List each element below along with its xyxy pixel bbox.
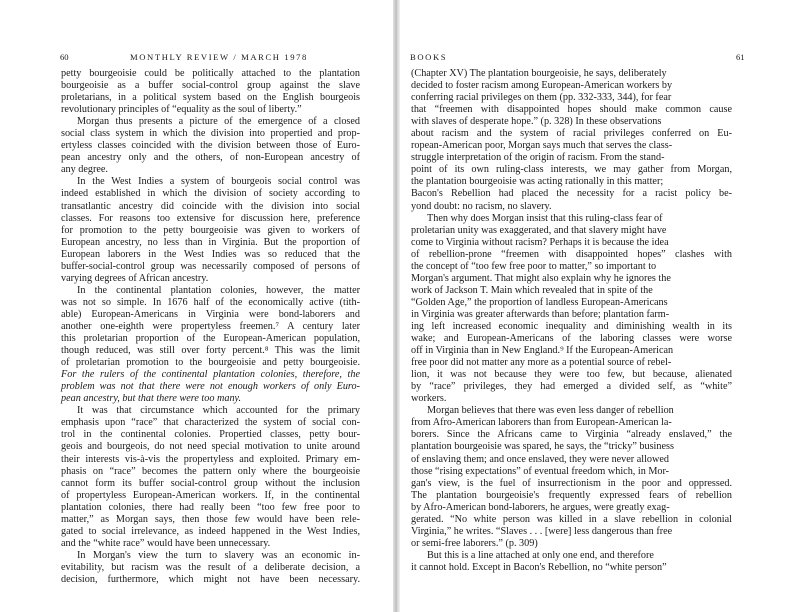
text-line: pean ancestry only and the others, of non-European ancestry of [61,152,360,164]
text-line: or semi-free laborers.” (p. 309) [411,537,538,549]
text-line: those “rising expectations” of eventual freedom which, in Mor- [411,465,670,477]
text-line: buffer-social-control group was necessarily composed of persons of [61,260,360,272]
text-line: though reduced, was still over forty percent.⁸ This was the limit [61,345,360,357]
text-line: transatlantic ancestry did coincide with the division into social [61,200,360,212]
text-line: classes. For reasons too extensive for discussion here, preference [61,212,360,224]
text-line: But this is a line attached at only one end, and therefore [427,549,654,561]
text-line: wake; and European-Americans of the laboring classes were worse [411,333,732,345]
text-line: about racism and the system of racial privileges conferred on Eu- [411,128,732,140]
page-number: 60 [60,52,69,62]
text-line: In the West Indies a system of bourgeois social control was [77,176,360,188]
text-line: proletarian unity was exaggerated, and that slavery might have [411,224,667,236]
page-number: 61 [736,52,745,62]
text-line: yond doubt: no racism, no slavery. [411,200,552,212]
text-line: gated to social irrelevance, as indeed happened in the West Indies, [61,525,360,537]
text-line: any degree. [61,164,108,176]
text-line: proletarians, in a political system based on the English bourgeois [61,92,360,104]
text-line: ropean-American poor, Morgan says much that serves the class- [411,140,673,152]
text-line: ing left increased economic inequality and diminishing wealth in its [411,320,732,332]
text-line: plantation colonies, there had really been “too few free poor to [61,501,360,513]
text-line: varying degrees of African ancestry. [61,272,209,284]
text-line: point of its own ruling-class interests, we may gather from Morgan, [411,164,732,176]
text-line: able) European-Americans in Virginia were bond-laborers and [61,308,360,320]
text-line: work of Jackson T. Main which revealed that in spite of the [411,284,653,296]
right-page [400,0,792,612]
text-line: workers. [411,393,447,405]
text-line: another one-eighth were propertyless freemen.⁷ A century later [61,320,360,332]
text-line: decided to foster racism among European-American workers by [411,80,673,92]
text-line: matter,” as Morgan says, then those few would have been rele- [61,513,360,525]
text-line: lion, it was not because they were too few, but because, alienated [411,369,732,381]
running-head: MONTHLY REVIEW / MARCH 1978 [130,52,308,62]
text-line: of proletarian promotion to the bourgeoisie and petty bourgeoisie. [61,357,360,369]
text-line: bourgeoisie as a buffer social-control group against the slave [61,80,360,92]
text-line: for promotion to the petty bourgeoisie was given to workers of [61,224,360,236]
text-line: Morgan's argument. That might also explain why he ignores the [411,272,671,284]
text-line: trol in the continental colonies. Propertied classes, petty bour- [61,429,360,441]
text-line: geois and bourgeois, do not need special motivation to unite around [61,441,360,453]
text-line: evitability, but racism was the result of a deliberate decision, a [61,561,360,573]
text-line: of propertyless European-American workers. If, in the continental [61,489,360,501]
book-gutter [393,0,400,612]
text-line: of enslaving them; and once enslaved, they were never allowed [411,453,669,465]
page-body [411,68,732,574]
text-line: European ancestry, no less than in Virginia. But the proportion of [61,236,360,248]
text-line: The plantation bourgeoisie's frequently expressed fears of rebellion [411,489,732,501]
running-head: BOOKS [410,52,448,62]
text-line: ertyless classes coincided with the division between those of Euro- [61,140,360,152]
text-line: their interests vis-à-vis the propertyless and exploited. Primary em- [61,453,360,465]
text-line: the plantation bourgeoisie was acting rationally in this matter; [411,176,664,188]
text-line: borers. Since the Africans came to Virginia “already enslaved,” the [411,429,732,441]
text-line: decision, furthermore, which might not have been necessary. [61,573,360,585]
text-line: by Afro-American bond-laborers, he argues, were greatly exag- [411,501,670,513]
text-line: of rebellion-prone “freemen with disappointed hopes” clashes with [411,248,732,260]
text-line: off in Virginia than in New England.⁹ If the European-American [411,345,674,357]
page-body [61,68,360,586]
text-line: was not so simple. In 1676 half of the economically active (tith- [61,296,360,308]
text-line: in Virginia was greater afterwards than before; plantation farm- [411,308,670,320]
text-line: gerated. “No white person was killed in a slave rebellion in colonial [411,513,732,525]
text-line: by “race” privileges, they had emerged a divided self, as “white” [411,381,732,393]
text-line: Morgan thus presents a picture of the emergence of a closed [77,116,360,128]
text-line: social class system in which the division into propertied and prop- [61,128,360,140]
text-line: “Golden Age,” the proportion of landless European-Americans [411,296,668,308]
text-line: from Afro-American laborers than from European-American la- [411,417,672,429]
text-line: indeed established in which the division of society according to [61,188,360,200]
left-page [0,0,393,612]
text-line: Morgan believes that there was even less danger of rebellion [427,405,674,417]
text-line: emphasis upon “race” that characterized the system of social con- [61,417,360,429]
text-line: Virginia,” he writes. “Slaves . . . [were] less dangerous than free [411,525,673,537]
text-line: it cannot hold. Except in Bacon's Rebellion, no “white person” [411,561,667,573]
text-line: European laborers in the West Indies was so reduced that the [61,248,360,260]
text-line: that “freemen with disappointed hopes should make common cause [411,104,732,116]
text-line: the concept of “too few free poor to matter,” so important to [411,260,657,272]
text-line: In the continental plantation colonies, however, the matter [77,284,360,296]
text-line: gan's view, is the fuel of insurrectionism in the poor and oppressed. [411,477,732,489]
text-line: this proletarian proportion of the European-American population, [61,333,360,345]
text-line: with slaves of desperate hope.” (p. 328) In these observations [411,116,662,128]
text-line: struggle interpretation of the origin of racism. From the stand- [411,152,665,164]
text-line: cannot form its buffer social-control group without the inclusion [61,477,360,489]
text-line: pean ancestry, but that there were too many. [61,393,242,405]
text-line: It was that circumstance which accounted for the primary [77,405,360,417]
text-line: revolutionary principles of “equality as the soul of liberty.” [61,104,302,116]
text-line: free poor did not matter any more as a potential source of rebel- [411,357,672,369]
text-line: In Morgan's view the turn to slavery was an economic in- [77,549,360,561]
text-line: (Chapter XV) The plantation bourgeoisie, he says, deliberately [411,68,667,79]
text-line: plantation bourgeoisie was spared, he says, the “tricky” business [411,441,674,453]
text-line: conferring racial privileges on them (pp. 332-333, 344), for fear [411,92,672,104]
text-line: For the rulers of the continental plantation colonies, therefore, the [61,369,360,381]
text-line: and the “white race” would have been unnecessary. [61,537,271,549]
text-line: phasis on “race” becomes the pattern only where the bourgeoisie [61,465,360,477]
text-line: come to Virginia without racism? Perhaps it is because the idea [411,236,669,248]
text-line: petty bourgeoisie could be politically attached to the plantation [61,68,360,79]
text-line: Then why does Morgan insist that this ruling-class fear of [427,212,663,224]
text-line: problem was not that there were not enough workers of only Euro- [61,381,360,393]
text-line: Bacon's Rebellion had placed the necessity for a racist policy be- [411,188,732,200]
